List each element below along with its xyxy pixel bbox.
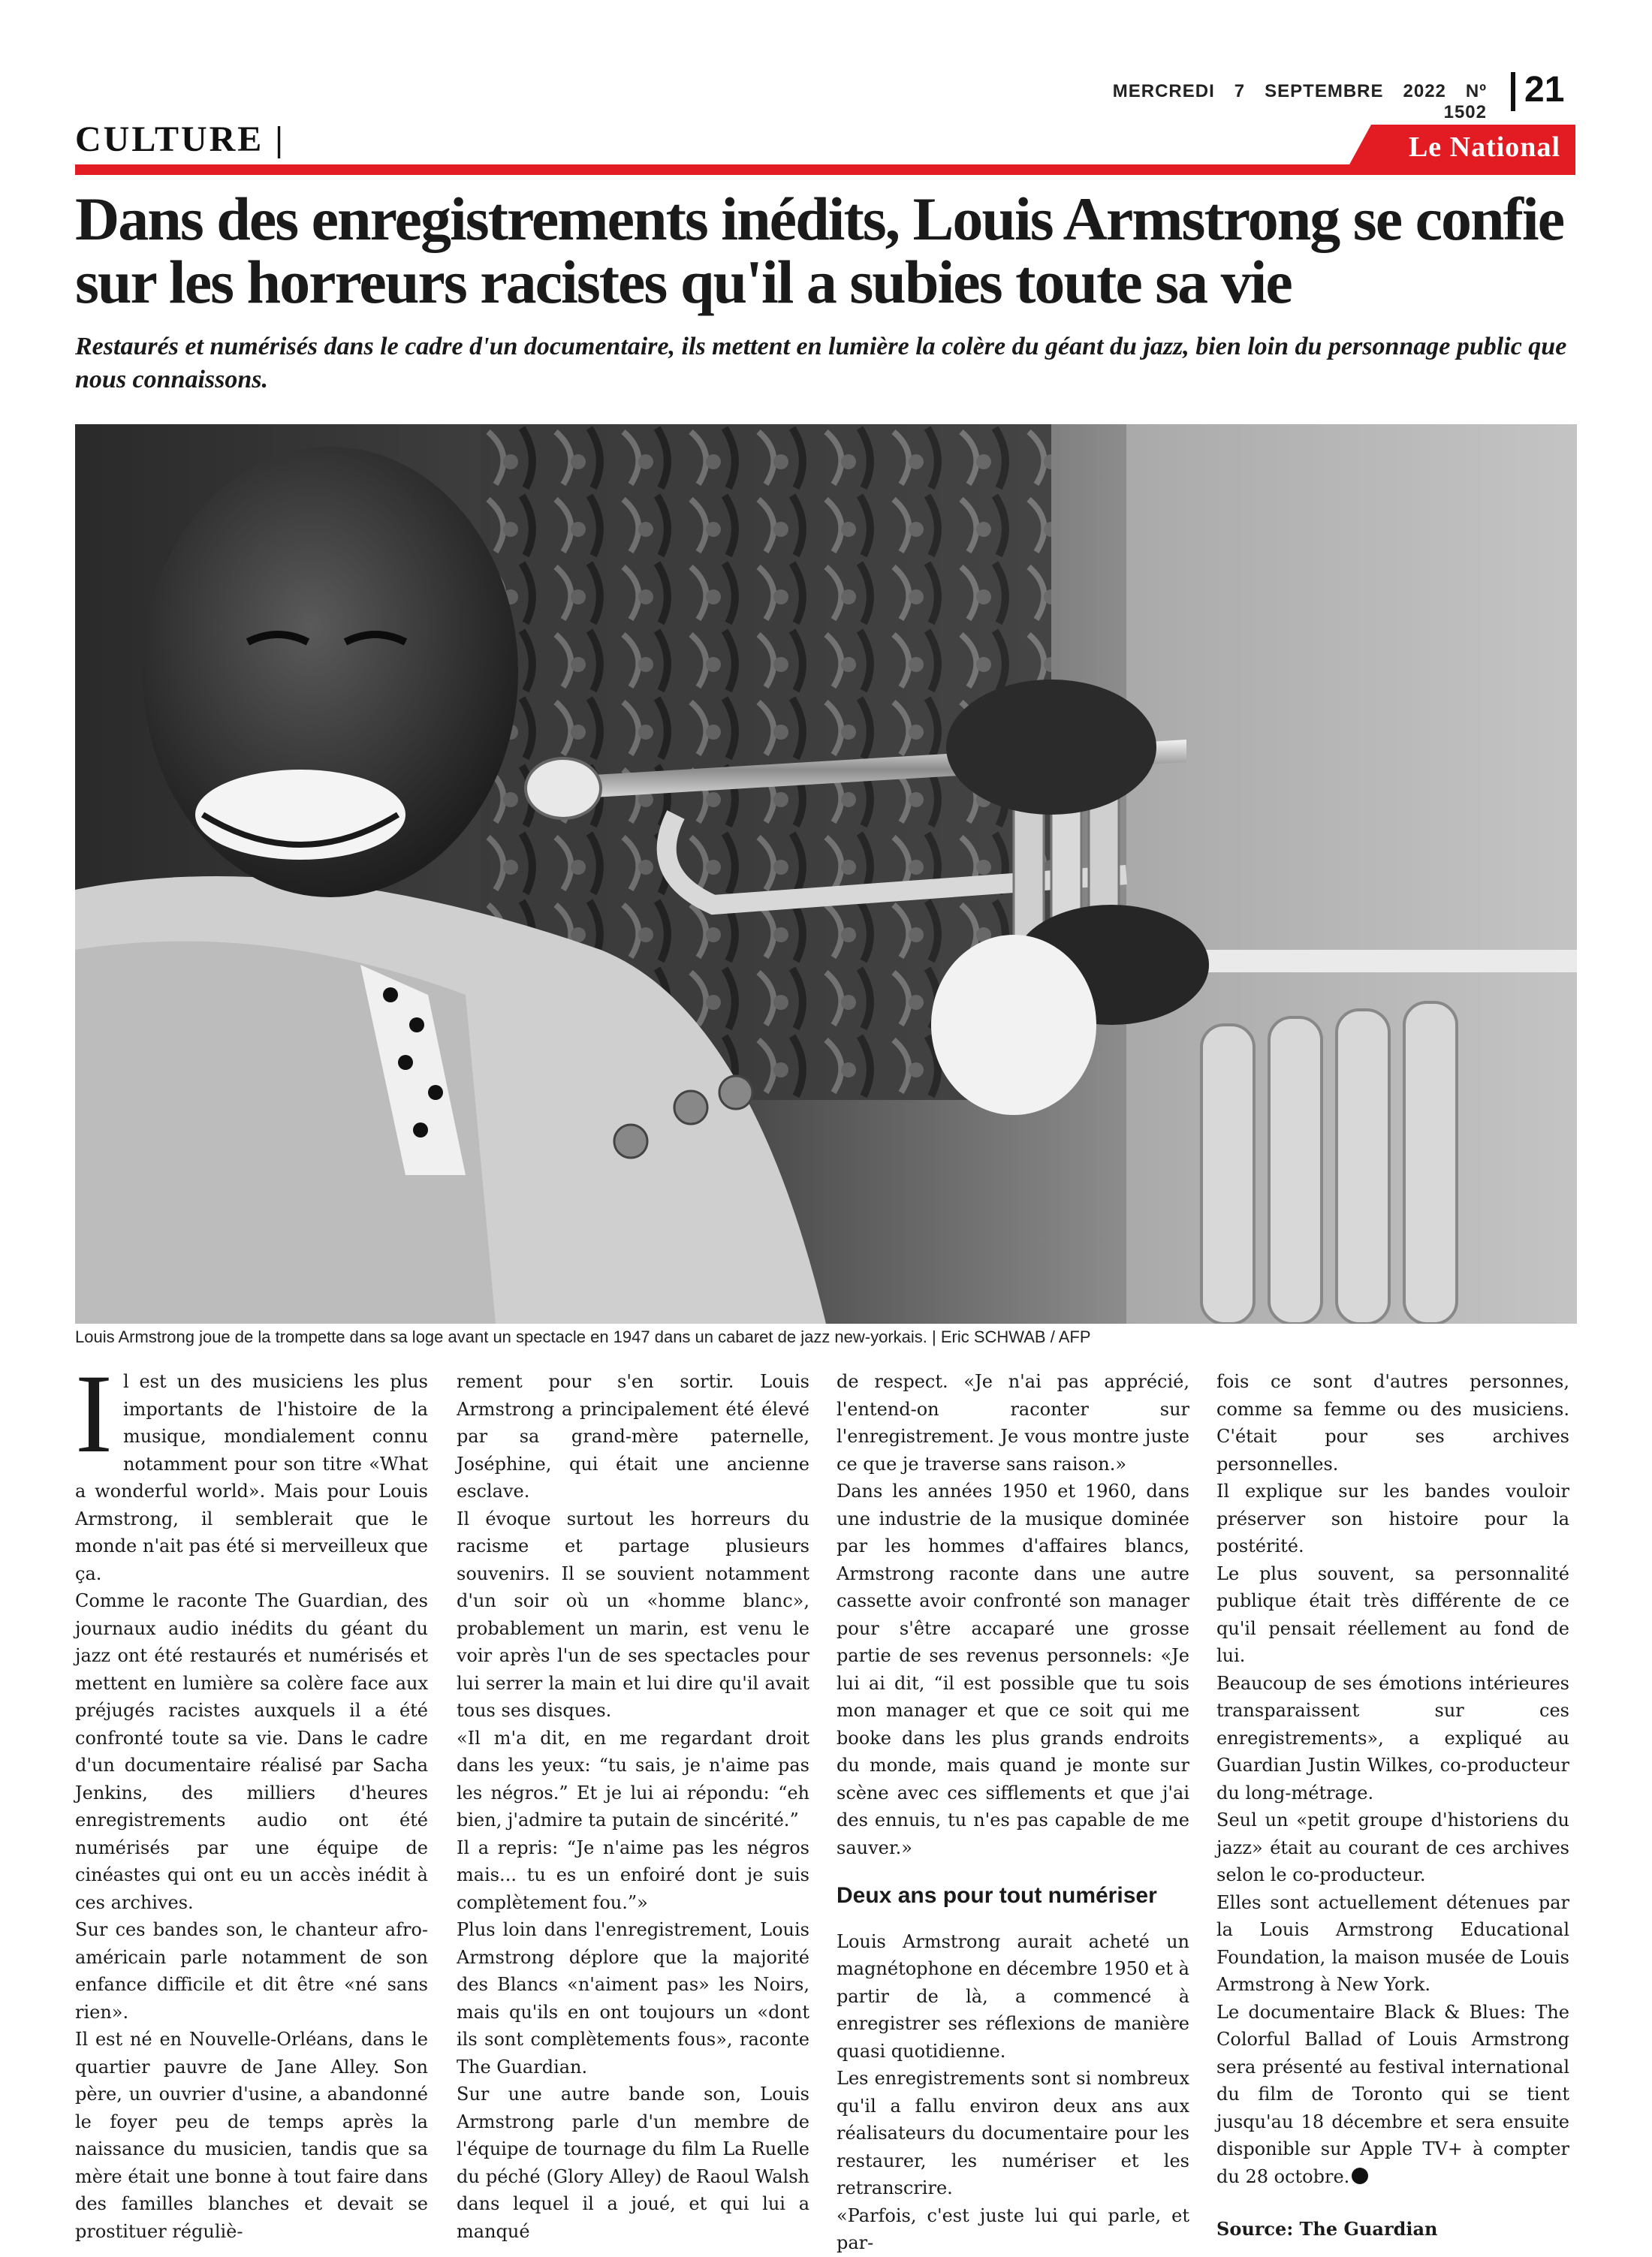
paragraph: Seul un «petit groupe d'historiens du jazz» était au courant de ces archives selon le co-producteur.	[1216, 1810, 1569, 1885]
paragraph: Beaucoup de ses émotions intérieures transparaissent sur ces enregistrements», a expliqué au Guardian Justin Wilkes, co-producteur du long-métrage.	[1216, 1672, 1569, 1803]
deck: Restaurés et numérisés dans le cadre d'un documentaire, ils mettent en lumière la colère du géant du jazz, bien loin du personnage public que nous connaissons.	[75, 333, 1567, 393]
paragraph: Le plus souvent, sa personnalité publique était très différente de ce qu'il pensait réellement au fond de lui.	[1216, 1562, 1569, 1666]
headline	[75, 185, 1577, 316]
dateline	[1066, 81, 1487, 123]
page-number: 21	[1524, 70, 1565, 110]
paragraph-text: Le documentaire Black & Blues: The Colorful Ballad of Louis Armstrong sera présenté au festival international du film de Toronto qui se tient jusqu'au 18 décembre et sera ensuite disponible sur Apple TV+ à compter du 28 octobre.	[1216, 2001, 1569, 2187]
paragraph: de respect. «Je n'ai pas apprécié, l'entend-on raconter sur l'enregistrement. Je vous montre juste ce que je traverse sans raison.»	[837, 1371, 1189, 1475]
article-column-2	[457, 1368, 809, 2245]
paragraph: Il a repris: “Je n'aime pas les négros mais... tu es un enfoiré dont je suis complètement fou.”»	[457, 1837, 809, 1913]
paragraph: Sur ces bandes son, le chanteur afro-américain parle notamment de son enfance difficile et dit être «né sans rien».	[75, 1919, 428, 2023]
section-label: CULTURE |	[75, 119, 285, 159]
paragraph: Il explique sur les bandes vouloir préserver son histoire pour la postérité.	[1216, 1481, 1569, 1556]
page-number-divider	[1511, 72, 1515, 111]
paragraph: Dans les années 1950 et 1960, dans une industrie de la musique dominée par les hommes d'affaires blancs, Armstrong raconte dans une autre cassette avoir confronté son manager pour s'être accaparé une grosse partie de ses revenus personnels: «Je lui ai dit, “il est possible que tu sois mon manager et que ce soit qui me booke dans les plus grands endroits du monde, mais quand je monte sur scène avec ces sifflements et que j'ai des ennuis, tu n'es pas capable de me sauver.»	[837, 1481, 1189, 1858]
paragraph: Sur une autre bande son, Louis Armstrong parle d'un membre de l'équipe de tournage du film La Ruelle du péché (Glory Alley) de Raoul Walsh dans lequel il a joué, et qui lui a manqué	[457, 2084, 809, 2242]
dateline-day: MERCREDI	[1112, 81, 1215, 101]
paragraph: Il évoque surtout les horreurs du racisme et partage plusieurs souvenirs. Il se souvient notamment d'un soir où un «homme blanc», probablement un marin, est venu le voir après l'un de ses spectacles pour lui serrer la main et lui dire qu'il avait tous ses disques.	[457, 1508, 809, 1721]
photo-illustration	[75, 424, 1577, 1324]
paragraph: Il est né en Nouvelle-Orléans, dans le quartier pauvre de Jane Alley. Son père, un ouvrier d'usine, a abandonné le foyer peu de temps après la naissance du musicien, tandis que sa mère était une bonne à tout faire dans des familles blanches et devait se prostituer réguliè-	[75, 2029, 428, 2242]
article-column-3	[837, 1368, 1189, 2257]
drop-cap: I	[75, 1351, 113, 1476]
brand-name: Le National	[1408, 131, 1560, 163]
dateline-month: SEPTEMBRE	[1265, 81, 1384, 101]
dateline-issue: Nº 1502	[1443, 81, 1487, 122]
paragraph-text: l est un des musiciens les plus importants de l'histoire de la musique, mondialement connu notamment pour son titre «What a wonderful world». Mais pour Louis Armstrong, il semblerait que le monde n'ait pas été si merveilleux que ça.	[75, 1371, 428, 1584]
article-source: Source: The Guardian	[1216, 2218, 1438, 2240]
paragraph: «Parfois, c'est juste lui qui parle, et par-	[837, 2204, 1189, 2253]
dateline-date: 7	[1234, 81, 1246, 101]
headline-line-2: sur les horreurs racistes qu'il a subies toute sa vie	[75, 248, 1292, 316]
paragraph	[1216, 1999, 1569, 2191]
paragraph: rement pour s'en sortir. Louis Armstrong a principalement été élevé par sa grand-mère paternelle, Joséphine, qui était une ancienne esclave.	[457, 1371, 809, 1502]
article-column-1	[75, 1351, 428, 2245]
paragraph: Elles sont actuellement détenues par la Louis Armstrong Educational Foundation, la maison musée de Louis Armstrong à New York.	[1216, 1891, 1569, 1995]
paragraph: «Il m'a dit, en me regardant droit dans les yeux: “tu sais, je n'aime pas les négros.” Et je lui ai répondu: “eh bien, j'admire ta putain de sincérité.”	[457, 1727, 809, 1831]
dateline-year: 2022	[1403, 81, 1446, 101]
paragraph: Les enregistrements sont si nombreux qu'il a fallu environ deux ans aux réalisateurs du documentaire pour les restaurer, les numériser et les retranscrire.	[837, 2068, 1189, 2198]
paragraph: fois ce sont d'autres personnes, comme sa femme ou des musiciens. C'était pour ses archives personnelles.	[1216, 1371, 1569, 1475]
article-column-4	[1216, 1368, 1569, 2243]
paragraph: Plus loin dans l'enregistrement, Louis Armstrong déplore que la majorité des Blancs «n'aiment pas» les Noirs, mais qu'ils en ont toujours un «dont ils sont complètements fous», raconte The Guardian.	[457, 1919, 809, 2078]
article-photo	[75, 424, 1577, 1324]
end-mark-icon	[1352, 2168, 1368, 2184]
subheading: Deux ans pour tout numériser	[837, 1883, 1157, 1908]
paragraph: Louis Armstrong aurait acheté un magnétophone en décembre 1950 et à partir de là, a commencé à enregistrer ses réflexions de manière quasi quotidienne.	[837, 1930, 1189, 2062]
headline-line-1: Dans des enregistrements inédits, Louis Armstrong se confie	[75, 185, 1564, 253]
photo-caption: Louis Armstrong joue de la trompette dans sa loge avant un spectacle en 1947 dans un cabaret de jazz new-yorkais. | Eric SCHWAB / AFP	[75, 1327, 1091, 1346]
paragraph	[75, 1351, 428, 1587]
paragraph: Comme le raconte The Guardian, des journaux audio inédits du géant du jazz ont été restaurés et numérisés et mettent en lumière sa colère face aux préjugés racistes auxquels il a été confronté toute sa vie. Dans le cadre d'un documentaire réalisé par Sacha Jenkins, des milliers d'heures enregistrements audio ont été numérisés par une équipe de cinéastes qui ont eu un accès inédit à ces archives.	[75, 1590, 428, 1913]
